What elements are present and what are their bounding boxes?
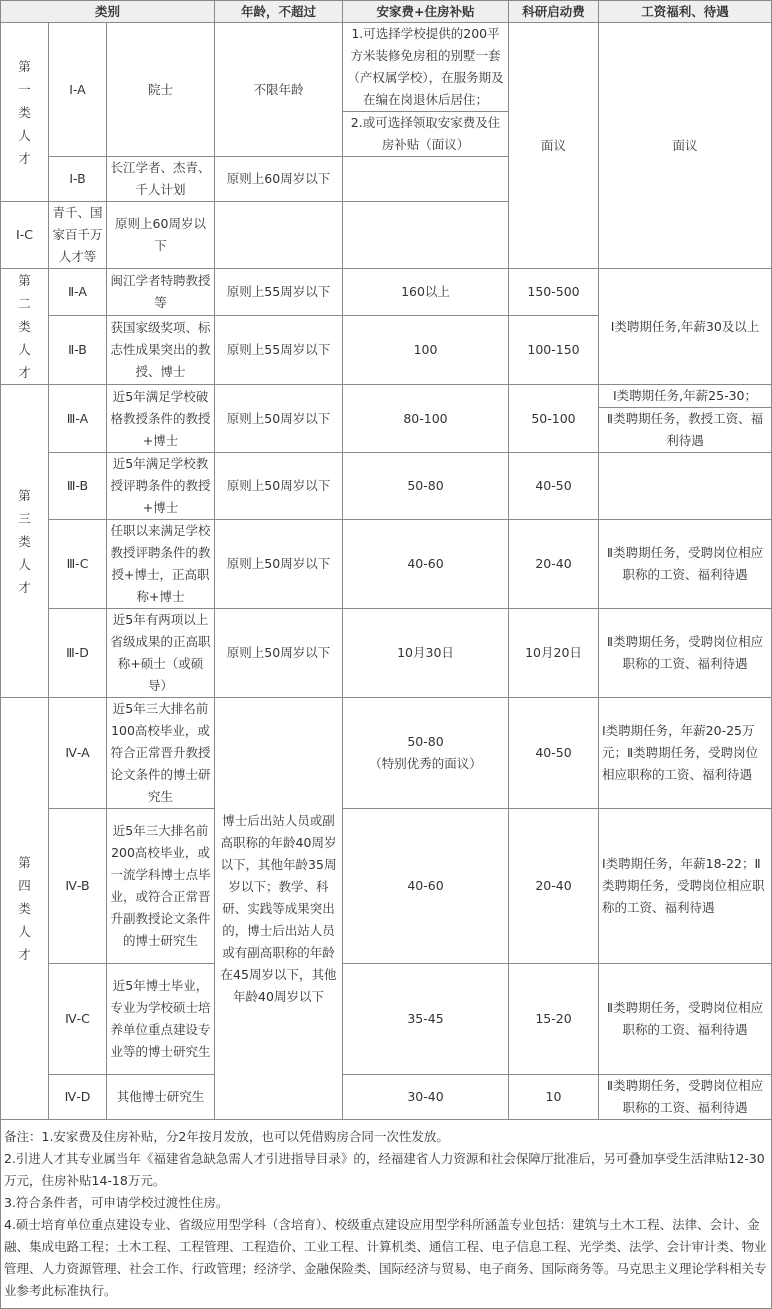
row-settle: 100	[343, 315, 509, 384]
note-2: 2.引进人才其专业属当年《福建省急缺急需人才引进指导目录》的，经福建省人力资源和社会保障厅批准后，另可叠加享受生活津贴12-30万元，住房补贴14-18万元。	[4, 1151, 765, 1188]
row-desc: 近5年三大排名前100高校毕业，或符合正常晋升教授论文条件的博士研究生	[107, 698, 215, 809]
row-salary-1: Ⅰ类聘期任务,年薪25-30；	[599, 385, 772, 408]
row-desc: 青千、国家百千万人才等	[49, 202, 107, 269]
note-3: 3.符合条件者，可申请学校过渡性住房。	[4, 1195, 229, 1210]
table-row	[1, 964, 772, 1075]
row-age: 原则上60周岁以下	[107, 202, 215, 269]
row-age: 原则上50周岁以下	[215, 609, 343, 698]
row-code: Ⅳ-B	[49, 809, 107, 964]
row-research: 50-100	[509, 385, 599, 453]
row-age: 原则上50周岁以下	[215, 385, 343, 453]
row-settle	[343, 157, 509, 202]
row-age: 原则上50周岁以下	[215, 520, 343, 609]
table-row	[1, 453, 772, 520]
row-salary: Ⅰ类聘期任务，年薪18-22；Ⅱ类聘期任务，受聘岗位相应职称的工资、福利待遇	[599, 809, 772, 964]
row-settle: 10月30日	[343, 609, 509, 698]
row-salary: Ⅱ类聘期任务，受聘岗位相应职称的工资、福利待遇	[599, 964, 772, 1075]
header-research: 科研启动费	[509, 1, 599, 23]
row-salary: Ⅰ类聘期任务，年薪20-25万元；Ⅱ类聘期任务，受聘岗位相应职称的工资、福利待遇	[599, 698, 772, 809]
row-desc: 长江学者、杰青、千人计划	[107, 157, 215, 202]
row-desc: 院士	[107, 23, 215, 157]
table-row	[1, 23, 772, 112]
table-row	[1, 609, 772, 698]
row-research: 150-500	[509, 269, 599, 316]
row-desc: 近5年博士毕业，专业为学校硕士培养单位重点建设专业等的博士研究生	[107, 964, 215, 1075]
row-salary: Ⅱ类聘期任务，受聘岗位相应职称的工资、福利待遇	[599, 520, 772, 609]
row-desc: 近5年满足学校教授评聘条件的教授+博士	[107, 453, 215, 520]
group-1-research: 面议	[509, 23, 599, 269]
group-4-age: 博士后出站人员或副高职称的年龄40周岁以下，其他年龄35周岁以下；教学、科研、实践等成果突出的，博士后出站人员或有副高职称的年龄在45周岁以下，其他年龄40周岁以下	[215, 698, 343, 1120]
row-desc: 近5年满足学校破格教授条件的教授+博士	[107, 385, 215, 453]
row-age: 原则上50周岁以下	[215, 453, 343, 520]
row-code: Ⅳ-C	[49, 964, 107, 1075]
notes-cell	[1, 1120, 772, 1309]
group-2-salary: Ⅰ类聘期任务,年薪30及以上	[599, 269, 772, 385]
row-age: 不限年龄	[215, 23, 343, 157]
row-code: Ⅲ-C	[49, 520, 107, 609]
row-desc: 获国家级奖项、标志性成果突出的教授、博士	[107, 315, 215, 384]
row-research: 10月20日	[509, 609, 599, 698]
row-desc: 闽江学者特聘教授等	[107, 269, 215, 316]
row-settle	[343, 698, 509, 809]
group-3-label: 第三类人才	[1, 385, 49, 698]
row-code: Ⅰ-C	[1, 202, 49, 269]
table-row	[1, 385, 772, 408]
row-desc: 近5年有两项以上省级成果的正高职称+硕士（或硕导）	[107, 609, 215, 698]
row-settle	[215, 202, 343, 269]
row-code: Ⅱ-A	[49, 269, 107, 316]
table-row	[1, 1075, 772, 1120]
row-code: Ⅰ-B	[49, 157, 107, 202]
row-salary: Ⅱ类聘期任务，受聘岗位相应职称的工资、福利待遇	[599, 609, 772, 698]
group-1-label: 第一类人才	[1, 23, 49, 202]
note-4: 4.硕士培育单位重点建设专业、省级应用型学科（含培育）、校级重点建设应用型学科所涵盖专业包括：建筑与土木工程、法律、会计、金融、集成电路工程；土木工程、工程管理、工程造价、工业工程、计算机类、通信工程、电子信息工程、光学类、法学、会计审计类、物业管理、人力资源管理、社会工作、行政管理；经济学、金融保险类、国际经济与贸易、电子商务、国际商务等。马克思主义理论学科相关专业参考此标准执行。	[4, 1217, 767, 1298]
row-desc: 其他博士研究生	[107, 1075, 215, 1120]
row-salary: Ⅱ类聘期任务，受聘岗位相应职称的工资、福利待遇	[599, 1075, 772, 1120]
row-settle: 160以上	[343, 269, 509, 316]
group-2-label: 第二类人才	[1, 269, 49, 385]
row-settle: 50-80	[343, 453, 509, 520]
header-age: 年龄，不超过	[215, 1, 343, 23]
table-row	[1, 269, 772, 316]
row-code: Ⅲ-A	[49, 385, 107, 453]
row-settle: 40-60	[343, 520, 509, 609]
row-settle: 40-60	[343, 809, 509, 964]
row-settle-value: 50-80	[407, 734, 444, 749]
row-research: 40-50	[509, 453, 599, 520]
row-age: 原则上60周岁以下	[215, 157, 343, 202]
row-code: Ⅱ-B	[49, 315, 107, 384]
table-row	[1, 698, 772, 809]
row-age: 原则上55周岁以下	[215, 269, 343, 316]
row-code: Ⅲ-D	[49, 609, 107, 698]
notes-row	[1, 1120, 772, 1309]
row-research: 40-50	[509, 698, 599, 809]
row-code: Ⅳ-D	[49, 1075, 107, 1120]
row-desc: 近5年三大排名前200高校毕业，或一流学科博士点毕业，或符合正常晋升副教授论文条件的博士研究生	[107, 809, 215, 964]
header-salary: 工资福利、待遇	[599, 1, 772, 23]
settle-option-1: 1.可选择学校提供的200平方米装修免房租的别墅一套（产权属学校），在服务期及在编在岗退休后居住；	[343, 23, 509, 112]
header-category: 类别	[1, 1, 215, 23]
row-salary	[599, 453, 772, 520]
row-research: 15-20	[509, 964, 599, 1075]
row-code: Ⅳ-A	[49, 698, 107, 809]
header-row	[1, 1, 772, 23]
row-desc: 任职以来满足学校教授评聘条件的教授+博士，正高职称+博士	[107, 520, 215, 609]
row-salary-2: Ⅱ类聘期任务，教授工资、福利待遇	[599, 408, 772, 453]
row-code: Ⅰ-A	[49, 23, 107, 157]
note-1: 备注：1.安家费及住房补贴，分2年按月发放，也可以凭借购房合同一次性发放。	[4, 1129, 449, 1144]
table-row	[1, 809, 772, 964]
row-settle: 35-45	[343, 964, 509, 1075]
row-settle: 30-40	[343, 1075, 509, 1120]
table-row	[1, 520, 772, 609]
group-1-salary: 面议	[599, 23, 772, 269]
settle-option-2: 2.或可选择领取安家费及住房补贴（面议）	[343, 112, 509, 157]
row-settle: 80-100	[343, 385, 509, 453]
group-4-label: 第四类人才	[1, 698, 49, 1120]
row-settle-note: （特别优秀的面议）	[369, 756, 482, 771]
row-age: 原则上55周岁以下	[215, 315, 343, 384]
row-research: 20-40	[509, 809, 599, 964]
header-settle: 安家费+住房补贴	[343, 1, 509, 23]
row-research: 20-40	[509, 520, 599, 609]
row-research: 10	[509, 1075, 599, 1120]
row-research: 100-150	[509, 315, 599, 384]
row-code: Ⅲ-B	[49, 453, 107, 520]
